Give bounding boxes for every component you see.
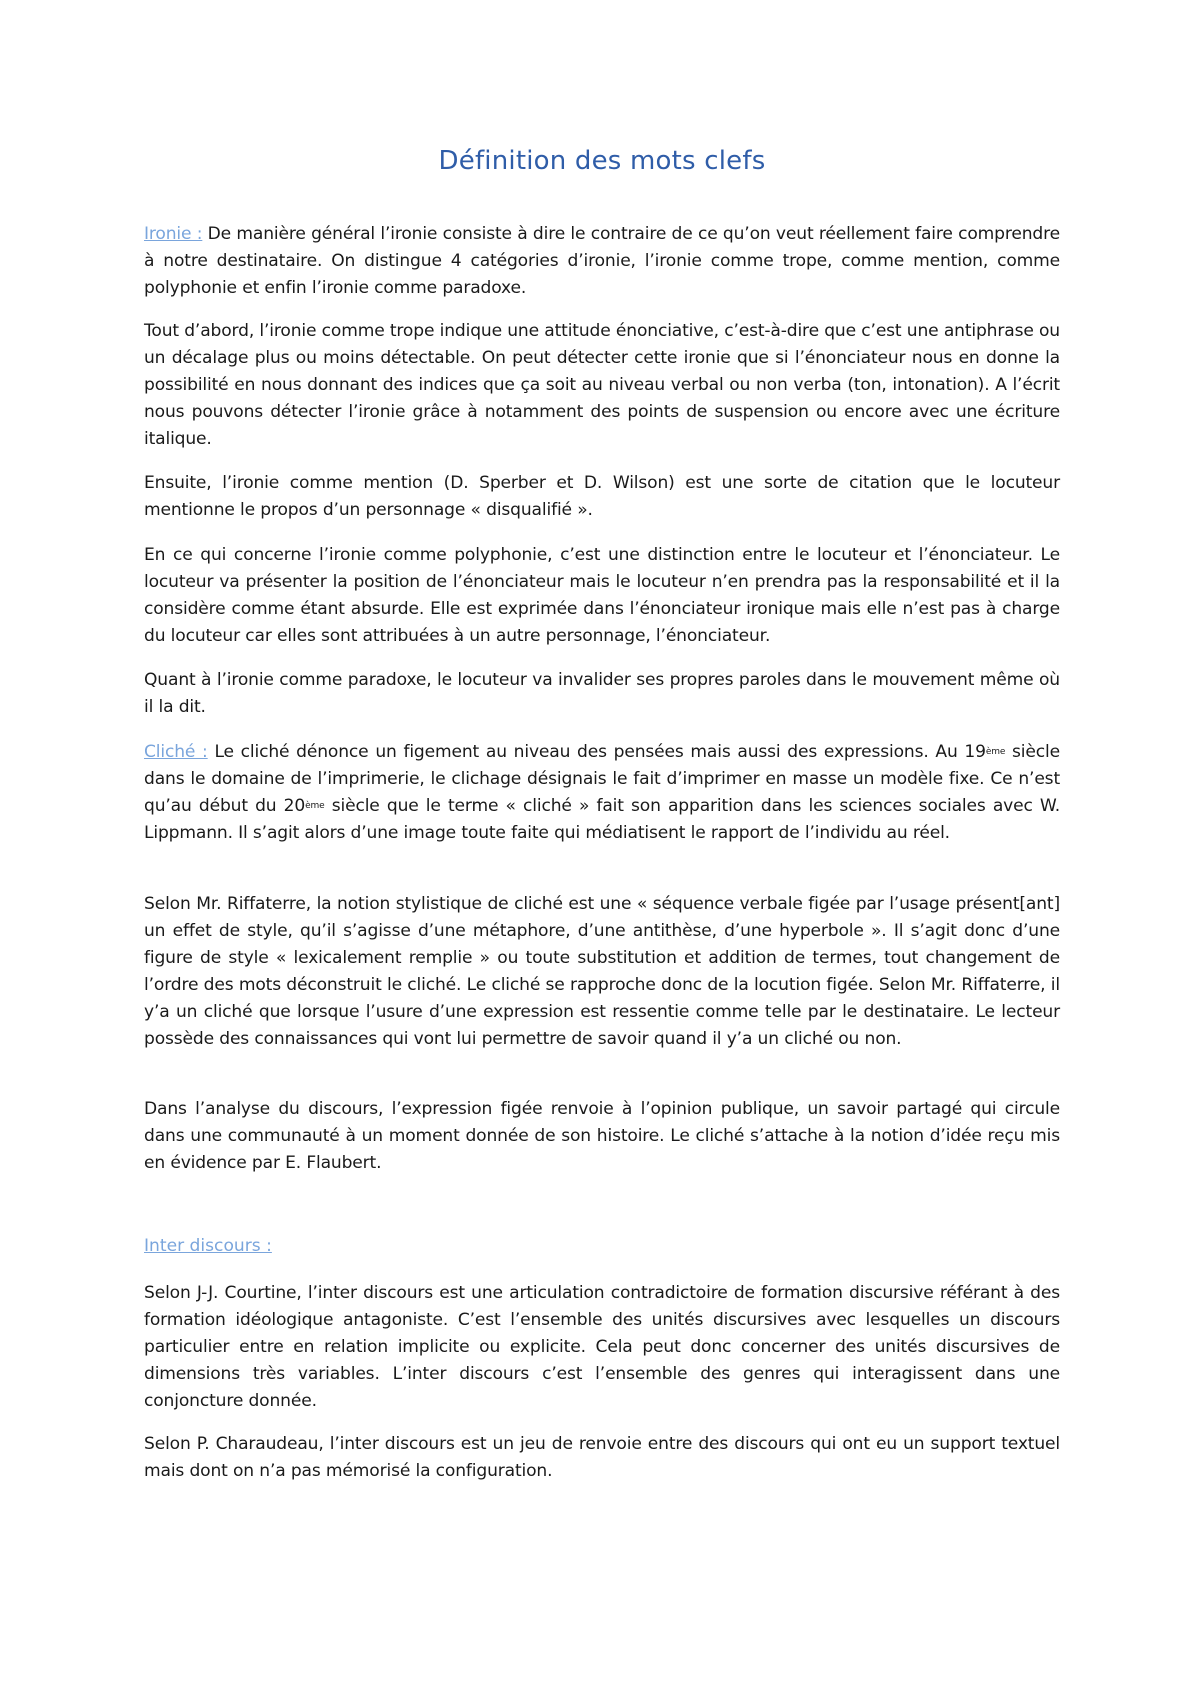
ironie-term: Ironie : [144, 224, 203, 244]
ironie-intro-text: De manière général l’ironie consiste à dire le contraire de ce qu’on veut réellement faire comprendre à notre destinataire. On distingue 4 catégories d’ironie, l’ironie comme trope, comme mention, comme polyphonie et enfin l’ironie comme paradoxe. [144, 224, 1060, 298]
cliche-text-c: siècle que le terme « cliché » fait son apparition dans les sciences sociales avec W. Lippmann. Il s’agit alors d’une image toute faite qui médiatisent le rapport de l’individu au réel. [144, 796, 1060, 843]
ironie-paradoxe-paragraph: Quant à l’ironie comme paradoxe, le locuteur va invalider ses propres paroles dans le mouvement même où il la dit. [144, 670, 1060, 717]
interdiscours-term: Inter discours : [144, 1236, 272, 1256]
document-title: Définition des mots clefs [438, 146, 766, 176]
ironie-mention-paragraph: Ensuite, l’ironie comme mention (D. Sperber et D. Wilson) est une sorte de citation que le locuteur mentionne le propos d’un personnage « disqualifié ». [144, 473, 1060, 520]
cliche-text-a: Le cliché dénonce un figement au niveau des pensées mais aussi des expressions. Au 19 [207, 742, 986, 762]
cliche-superscript-1: ème [985, 747, 1006, 757]
cliche-discours-paragraph: Dans l’analyse du discours, l’expression figée renvoie à l’opinion publique, un savoir partagé qui circule dans une communauté à un moment donnée de son histoire. Le cliché s’attache à la notion d’idée reçu mis en évidence par E. Flaubert. [144, 1099, 1060, 1173]
interdiscours-courtine-paragraph: Selon J-J. Courtine, l’inter discours est une articulation contradictoire de formation discursive référant à des formation idéologique antagoniste. C’est l’ensemble des unités discursives avec lesquelles un discours particulier entre en relation implicite ou explicite. Cela peut donc concerner des unités discursives de dimensions très variables. L’inter discours c’est l’ensemble des genres qui interagissent dans une conjoncture donnée. [144, 1283, 1060, 1411]
ironie-intro-paragraph [144, 221, 1060, 302]
interdiscours-heading [144, 1233, 272, 1260]
cliche-intro-paragraph [144, 739, 1060, 847]
ironie-polyphonie-paragraph: En ce qui concerne l’ironie comme polyphonie, c’est une distinction entre le locuteur et l’énonciateur. Le locuteur va présenter la position de l’énonciateur mais le locuteur n’en prendra pas la responsabilité et il la considère comme étant absurde. Elle est exprimée dans l’énonciateur ironique mais elle n’est pas à charge du locuteur car elles sont attribuées à un autre personnage, l’énonciateur. [144, 545, 1060, 646]
ironie-trope-paragraph: Tout d’abord, l’ironie comme trope indique une attitude énonciative, c’est-à-dire que c’est une antiphrase ou un décalage plus ou moins détectable. On peut détecter cette ironie que si l’énonciateur nous en donne la possibilité en nous donnant des indices que ça soit au niveau verbal ou non verba (ton, intonation). A l’écrit nous pouvons détecter l’ironie grâce à notamment des points de suspension ou encore avec une écriture italique. [144, 321, 1060, 449]
cliche-superscript-2: ème [305, 801, 325, 811]
cliche-term: Cliché : [144, 742, 208, 762]
cliche-riffaterre-paragraph: Selon Mr. Riffaterre, la notion stylistique de cliché est une « séquence verbale figée par l’usage présent[ant] un effet de style, qu’il s’agisse d’une métaphore, d’une antithèse, d’une hyperbole ». Il s’agit donc d’une figure de style « lexicalement remplie » ou toute substitution et addition de termes, tout changement de l’ordre des mots déconstruit le cliché. Le cliché se rapproche donc de la locution figée. Selon Mr. Riffaterre, il y’a un cliché que lorsque l’usure d’une expression est ressentie comme telle par le destinataire. Le lecteur possède des connaissances qui vont lui permettre de savoir quand il y’a un cliché ou non. [144, 894, 1060, 1049]
cliche-text-b: siècle dans le domaine de l’imprimerie, le clichage désignais le fait d’imprimer en masse un modèle fixe. Ce n’est qu’au début du 20 [144, 742, 1060, 816]
interdiscours-charaudeau-paragraph: Selon P. Charaudeau, l’inter discours est un jeu de renvoie entre des discours qui ont eu un support textuel mais dont on n’a pas mémorisé la configuration. [144, 1434, 1060, 1481]
